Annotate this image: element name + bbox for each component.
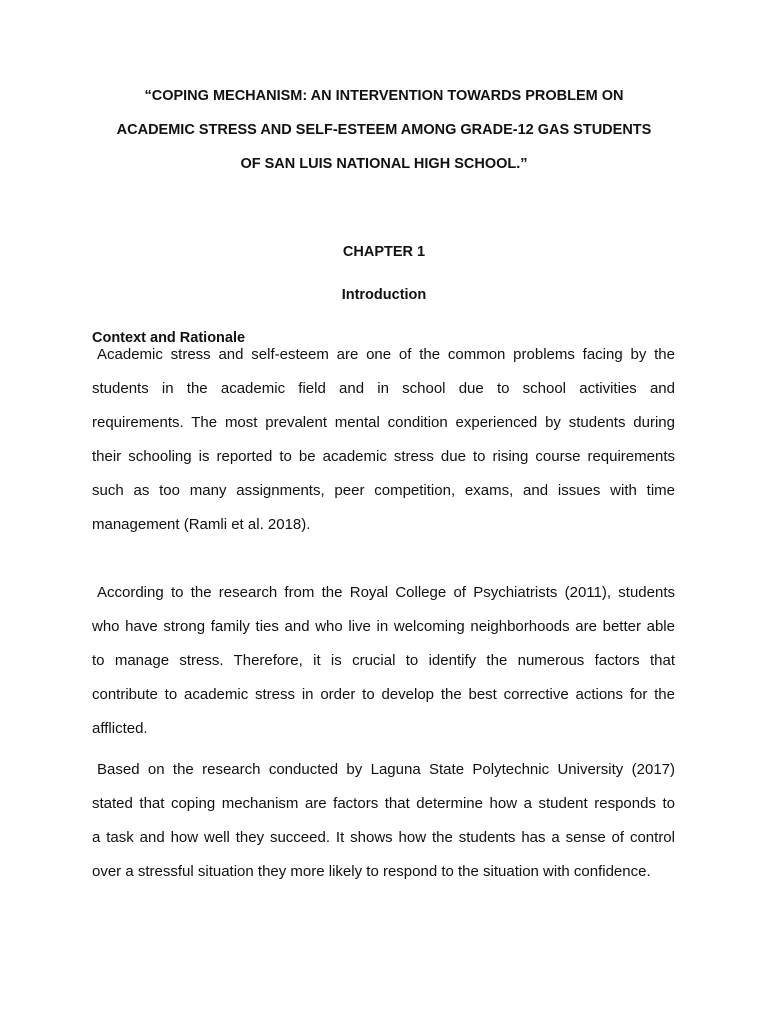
paragraph-line: requirements. The most prevalent mental condition experienced by students during: [92, 414, 675, 431]
paragraph-line: management (Ramli et al. 2018).: [92, 516, 311, 533]
paragraph-line: students in the academic field and in school due to school activities and: [92, 380, 675, 397]
title-line: “COPING MECHANISM: AN INTERVENTION TOWARDS PROBLEM ON: [144, 88, 624, 104]
paragraph-line: According to the research from the Royal College of Psychiatrists (2011), students: [97, 584, 675, 601]
chapter-heading: CHAPTER 1: [342, 244, 426, 260]
subsection-heading: Context and Rationale: [92, 330, 246, 346]
paragraph-line: who have strong family ties and who live in welcoming neighborhoods are better able: [92, 618, 675, 635]
paragraph-line: a task and how well they succeed. It shows how the students has a sense of control: [92, 829, 675, 846]
paragraph-line: their schooling is reported to be academic stress due to rising course requirements: [92, 448, 675, 465]
paragraph-line: Based on the research conducted by Laguna State Polytechnic University (2017): [97, 761, 675, 778]
title-line: ACADEMIC STRESS AND SELF-ESTEEM AMONG GRADE-12 GAS STUDENTS: [116, 122, 652, 138]
title-line: OF SAN LUIS NATIONAL HIGH SCHOOL.”: [240, 156, 528, 172]
paragraph-line: to manage stress. Therefore, it is crucial to identify the numerous factors that: [92, 652, 675, 669]
paragraph-line: afflicted.: [92, 720, 148, 737]
paragraph-line: stated that coping mechanism are factors that determine how a student responds to: [92, 795, 675, 812]
section-heading: Introduction: [341, 287, 427, 303]
paragraph-line: over a stressful situation they more likely to respond to the situation with confidence.: [92, 863, 651, 880]
paragraph-line: Academic stress and self-esteem are one of the common problems facing by the: [97, 346, 675, 363]
paragraph-line: such as too many assignments, peer competition, exams, and issues with time: [92, 482, 675, 499]
paragraph-line: contribute to academic stress in order to develop the best corrective actions for the: [92, 686, 675, 703]
